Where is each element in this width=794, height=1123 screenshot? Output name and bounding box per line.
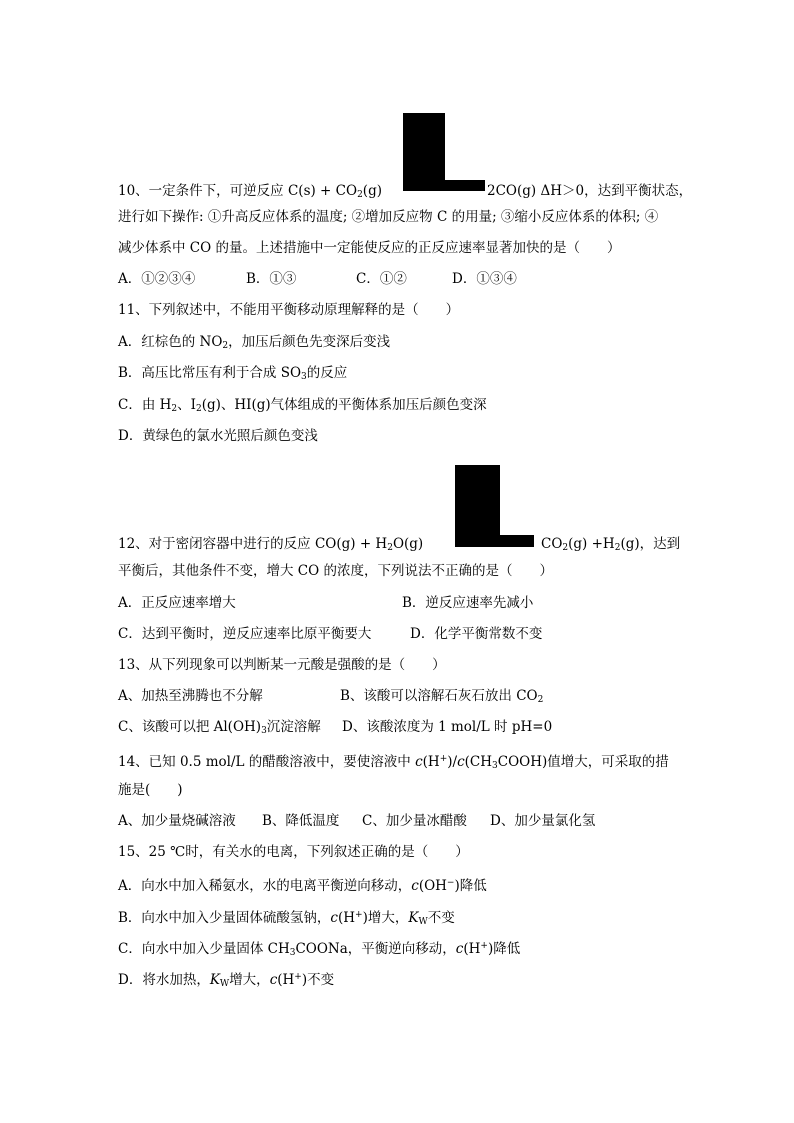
q12-line-2: 平衡后，其他条件不变，增大 CO 的浓度，下列说法不正确的是（ ） bbox=[118, 563, 553, 579]
q12-option-d: D．化学平衡常数不变 bbox=[410, 626, 543, 642]
q11-stem: 11、下列叙述中，不能用平衡移动原理解释的是（ ） bbox=[118, 302, 460, 318]
redacted-image-q10-vertical bbox=[403, 113, 445, 191]
q10-line-1-product: 2CO(g) ΔH＞0，达到平衡状态， bbox=[487, 183, 693, 199]
q10-line-1: 10、一定条件下，可逆反应 $C(s) + CO_2(g)$ bbox=[118, 183, 382, 200]
q11-option-a: A．红棕色的 $NO_2$，加压后颜色先变深后变浅 bbox=[118, 334, 391, 351]
q12-line-1-products: $CO_2(g) +H_2(g)$，达到 bbox=[541, 536, 681, 553]
q12-option-b: B．逆反应速率先减小 bbox=[402, 595, 534, 611]
q13-option-a: A、加热至沸腾也不分解 bbox=[118, 688, 263, 704]
q15-option-b: B．向水中加入少量固体硫酸氢钠，c(H+)增大，$K_W$不变 bbox=[118, 910, 455, 927]
q15-stem: 15、25 ℃时，有关水的电离，下列叙述正确的是（ ） bbox=[118, 844, 469, 860]
q15-option-c: C．向水中加入少量固体 $CH_3COONa$，平衡逆向移动，c(H+)降低 bbox=[118, 941, 521, 958]
q12-option-a: A．正反应速率增大 bbox=[118, 595, 236, 611]
q13-option-d: D、该酸浓度为 1 mol/L 时 pH=0 bbox=[342, 719, 553, 735]
q10-line-2: 进行如下操作: ①升高反应体系的温度; ②增加反应物 C 的用量; ③缩小反应体系的体积; ④ bbox=[118, 209, 659, 225]
q14-line-1: 14、已知 0.5 mol/L 的醋酸溶液中，要使溶液中 $c(H^+)/c(CH_3COOH)$值增大，可采取的措 bbox=[118, 754, 669, 771]
q14-option-d: D、加少量氯化氢 bbox=[490, 813, 596, 829]
q15-option-d: D．将水加热，$K_W$增大，c(H+)不变 bbox=[118, 972, 335, 989]
q15-option-a: A．向水中加入稀氨水，水的电离平衡逆向移动，c(OH−)降低 bbox=[118, 878, 487, 894]
q14-option-b: B、降低温度 bbox=[262, 813, 340, 829]
q14-option-c: C、加少量冰醋酸 bbox=[362, 813, 467, 829]
redacted-image-q10-horizontal bbox=[445, 180, 485, 191]
q11-option-b: B．高压比常压有利于合成 $SO_3$的反应 bbox=[118, 365, 348, 382]
q14-line-2: 施是( ) bbox=[118, 782, 183, 798]
q12-line-1: 12、对于密闭容器中进行的反应 $CO(g) + H_2O(g)$ bbox=[118, 536, 424, 553]
q13-option-c: C、该酸可以把 $Al(OH)_3$沉淀溶解 bbox=[118, 719, 321, 736]
q11-option-d: D．黄绿色的氯水光照后颜色变浅 bbox=[118, 428, 318, 444]
q10-option-a: A．①②③④ bbox=[118, 271, 196, 287]
q10-line-3: 减少体系中 CO 的量。上述措施中一定能使反应的正反应速率显著加快的是（ ） bbox=[118, 240, 621, 256]
q12-option-c: C．达到平衡时，逆反应速率比原平衡要大 bbox=[118, 626, 372, 642]
q13-stem: 13、从下列现象可以判断某一元酸是强酸的是（ ） bbox=[118, 657, 446, 673]
q11-option-c: C．由 $H_2$、$I_2(g)$、HI(g)气体组成的平衡体系加压后颜色变深 bbox=[118, 397, 487, 414]
q10-option-d: D．①③④ bbox=[452, 271, 517, 287]
redacted-image-q12-horizontal bbox=[500, 535, 534, 547]
redacted-image-q12-vertical bbox=[455, 465, 500, 547]
q13-option-b: B、该酸可以溶解石灰石放出 $CO_2$ bbox=[340, 688, 544, 705]
q14-option-a: A、加少量烧碱溶液 bbox=[118, 813, 236, 829]
q10-option-b: B．①③ bbox=[246, 271, 297, 287]
q10-option-c: C．①② bbox=[356, 271, 407, 287]
